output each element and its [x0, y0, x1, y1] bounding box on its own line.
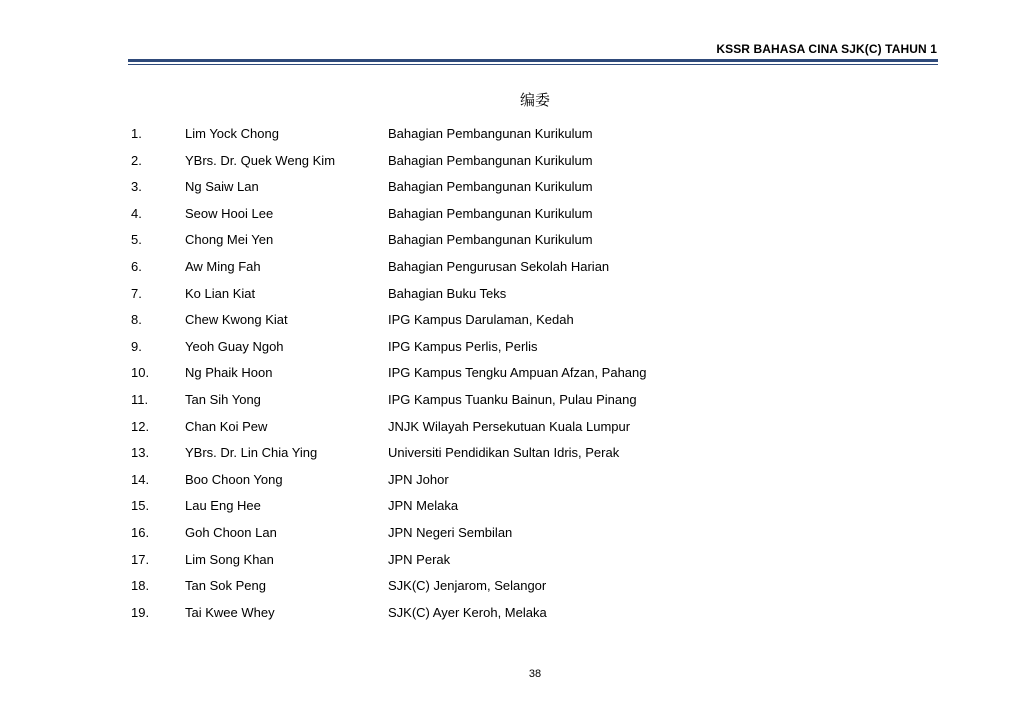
member-number: 19. — [131, 604, 150, 620]
member-row — [0, 310, 1024, 330]
member-organization: Bahagian Buku Teks — [388, 285, 507, 301]
member-organization: IPG Kampus Darulaman, Kedah — [388, 312, 574, 328]
member-row — [0, 443, 1024, 463]
member-name: Ng Phaik Hoon — [185, 365, 273, 381]
member-number: 3. — [131, 179, 142, 195]
member-number: 10. — [131, 365, 150, 381]
member-number: 18. — [131, 578, 150, 594]
member-name: Chong Mei Yen — [185, 232, 274, 248]
member-row — [0, 470, 1024, 490]
member-row — [0, 257, 1024, 277]
member-organization: JPN Perak — [388, 551, 451, 567]
member-organization: JNJK Wilayah Persekutuan Kuala Lumpur — [388, 418, 631, 434]
member-row — [0, 603, 1024, 623]
member-row — [0, 417, 1024, 437]
member-organization: Bahagian Pembangunan Kurikulum — [388, 205, 593, 221]
member-organization: Bahagian Pembangunan Kurikulum — [388, 152, 593, 168]
member-row — [0, 284, 1024, 304]
member-row — [0, 496, 1024, 516]
member-number: 14. — [131, 471, 150, 487]
member-name: Tan Sok Peng — [185, 578, 266, 594]
member-organization: IPG Kampus Tengku Ampuan Afzan, Pahang — [388, 365, 647, 381]
member-number: 17. — [131, 551, 150, 567]
member-name: YBrs. Dr. Lin Chia Ying — [185, 445, 318, 461]
member-organization: JPN Negeri Sembilan — [388, 525, 513, 540]
member-row — [0, 151, 1024, 171]
member-row — [0, 177, 1024, 197]
member-name: Seow Hooi Lee — [185, 205, 274, 221]
member-name: Boo Choon Yong — [185, 471, 283, 487]
member-organization: SJK(C) Ayer Keroh, Melaka — [388, 604, 547, 620]
member-organization: Bahagian Pembangunan Kurikulum — [388, 232, 593, 248]
member-row — [0, 576, 1024, 596]
member-name: YBrs. Dr. Quek Weng Kim — [185, 152, 336, 168]
member-row — [0, 550, 1024, 570]
member-organization: SJK(C) Jenjarom, Selangor — [388, 578, 547, 594]
member-name: Lim Song Khan — [185, 551, 274, 567]
member-name: Chew Kwong Kiat — [185, 312, 288, 328]
member-number: 8. — [131, 312, 142, 328]
member-organization: Universiti Pendidikan Sultan Idris, Perak — [388, 445, 620, 461]
member-row — [0, 390, 1024, 410]
member-name: Lim Yock Chong — [185, 126, 279, 141]
member-organization: IPG Kampus Perlis, Perlis — [388, 338, 538, 354]
section-title: 编委 — [519, 91, 550, 109]
member-name: Yeoh Guay Ngoh — [185, 338, 284, 354]
page-number: 38 — [528, 668, 542, 680]
member-name: Lau Eng Hee — [185, 498, 261, 514]
member-number: 7. — [131, 285, 142, 301]
member-number: 4. — [131, 205, 142, 221]
member-organization: Bahagian Pembangunan Kurikulum — [388, 126, 593, 141]
member-number: 9. — [131, 338, 142, 354]
member-organization: Bahagian Pembangunan Kurikulum — [388, 179, 593, 195]
member-name: Tai Kwee Whey — [185, 604, 275, 620]
member-name: Tan Sih Yong — [185, 392, 261, 407]
member-row — [0, 124, 1024, 144]
member-organization: Bahagian Pengurusan Sekolah Harian — [388, 259, 610, 274]
member-number: 2. — [131, 152, 142, 168]
member-number: 16. — [131, 525, 150, 540]
member-number: 5. — [131, 232, 142, 248]
header-title: KSSR BAHASA CINA SJK(C) TAHUN 1 — [716, 42, 937, 56]
member-number: 11. — [131, 392, 149, 407]
member-organization: JPN Melaka — [388, 498, 459, 514]
member-organization: JPN Johor — [388, 471, 449, 487]
member-row — [0, 204, 1024, 224]
member-row — [0, 523, 1024, 543]
member-number: 15. — [131, 498, 150, 514]
member-name: Aw Ming Fah — [185, 259, 261, 274]
member-name: Ng Saiw Lan — [185, 179, 259, 195]
member-name: Chan Koi Pew — [185, 418, 268, 434]
member-name: Ko Lian Kiat — [185, 285, 256, 301]
member-row — [0, 337, 1024, 357]
member-number: 6. — [131, 259, 142, 274]
member-number: 12. — [131, 418, 150, 434]
member-row — [0, 230, 1024, 250]
member-number: 13. — [131, 445, 150, 461]
member-number: 1. — [131, 126, 142, 141]
header-rule-thin — [128, 64, 938, 65]
member-organization: IPG Kampus Tuanku Bainun, Pulau Pinang — [388, 392, 637, 407]
header-rule — [128, 59, 938, 62]
member-row — [0, 363, 1024, 383]
member-name: Goh Choon Lan — [185, 525, 277, 540]
